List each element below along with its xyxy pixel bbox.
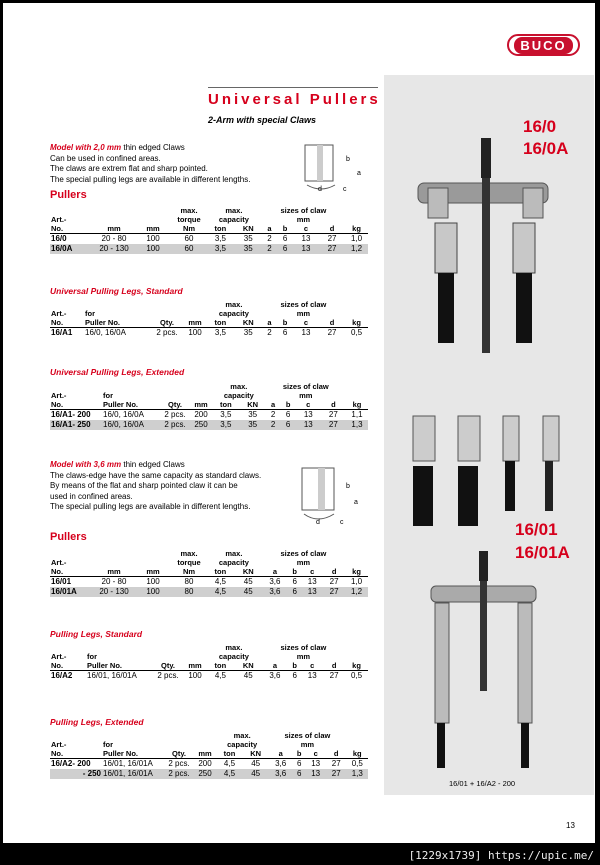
dim-d: d xyxy=(318,186,322,193)
svg-text:d: d xyxy=(316,519,320,526)
page-number: 13 xyxy=(566,821,575,830)
dim-a: a xyxy=(357,170,361,177)
product-code: 16/01A xyxy=(515,543,570,562)
table-row: 16/A1- 200 16/0, 16/0A 2 pcs. 200 3,5 35 2 6 13 27 1,1 xyxy=(50,410,368,421)
legs-extended-table-1: max. sizes of claw Art.- for capacity mm No. Puller No. Qty. mm ton KN a b c d kg 16/A1- 200 16/0, 16/0A 2 pcs. 200 3,5 35 2 6 13 27 1,1 16/A1- 250 16/0, 16/0A 2 pcs. 250 3,5 35 2 6 13 27 1,3 xyxy=(50,382,368,430)
table-row: 16/A2- 200 16/01, 16/01A 2 pcs. 200 4,5 45 3,6 6 13 27 0,5 xyxy=(50,759,368,770)
puller-photo-16-0 xyxy=(398,133,568,363)
product-code: 16/01 xyxy=(515,520,558,539)
svg-text:b: b xyxy=(346,483,350,490)
table-row: 16/A2 16/01, 16/01A 2 pcs. 100 4,5 45 3,6 6 13 27 0,5 xyxy=(50,671,368,682)
intro-text-1: Model with 2,0 mm thin edged Claws Can be used in confined areas. The claws are extrem flat and sharp pointed. The special pulling legs are available in different lengths. xyxy=(50,143,251,184)
legs-extended-table-2: max. sizes of claw Art.- for capacity mm No. Puller No. Qty. mm ton KN a b c d kg 16/A2- 200 16/01, 16/01A 2 pcs. 200 4,5 45 3,6 6 13 27 0,5 - 250 16/01, 16/01A 2 pcs. 250 4,5 45 3,6 6 13 27 1,3 xyxy=(50,731,368,779)
svg-text:c: c xyxy=(340,519,344,526)
product-code: 16/0A xyxy=(523,139,569,158)
section-pullers-1: Pullers xyxy=(50,189,87,201)
pullers-table-2: max. max. sizes of claw Art.- torque capacity mm No. mm mm Nm ton KN a b c d kg 16/01 20 - 80 100 80 4,5 45 3,6 6 13 27 1,0 16/01A 20 - 130 100 80 4,5 45 3,6 6 13 27 1,2 xyxy=(50,549,368,597)
section-pullers-2: Pullers xyxy=(50,531,87,543)
svg-text:a: a xyxy=(354,499,358,506)
table-row: 16/0A 20 - 130 100 60 3,5 35 2 6 13 27 1,2 xyxy=(50,244,368,254)
image-host-footer: [1229x1739] https://upic.me/ xyxy=(0,846,600,865)
legs-standard-table-1: max. sizes of claw Art.- for capacity mm No. Puller No. Qty. mm ton KN a b c d kg 16/A1 16/0, 16/0A 2 pcs. 100 3,5 35 2 6 13 27 0,5 xyxy=(50,300,368,338)
legs-standard-table-2: max. sizes of claw Art.- for capacity mm No. Puller No. Qty. mm ton KN a b c d kg 16/A2 16/01, 16/01A 2 pcs. 100 4,5 45 3,6 6 13 27 0,5 xyxy=(50,643,368,681)
section-legs-extended-2: Pulling Legs, Extended xyxy=(50,717,144,727)
table-row: 16/01 20 - 80 100 80 4,5 45 3,6 6 13 27 1,0 xyxy=(50,577,368,588)
buco-logo: BUCO xyxy=(507,34,580,56)
section-legs-extended-1: Universal Pulling Legs, Extended xyxy=(50,367,185,377)
section-legs-standard-2: Pulling Legs, Standard xyxy=(50,629,143,639)
dim-b: b xyxy=(346,156,350,163)
intro-text-2: Model with 3,6 mm thin edged Claws The claws-edge have the same capacity as standard claws. By means of the flat and sharp pointed claw it can be used in confined areas. The special pulling legs are available in different lengths. xyxy=(50,460,262,511)
table-row: 16/0 20 - 80 100 60 3,5 35 2 6 13 27 1,0 xyxy=(50,234,368,245)
claws-photo xyxy=(403,411,573,531)
dim-c: c xyxy=(343,186,347,193)
section-legs-standard-1: Universal Pulling Legs, Standard xyxy=(50,286,183,296)
page-subtitle: 2-Arm with special Claws xyxy=(208,115,317,125)
table-row: - 250 16/01, 16/01A 2 pcs. 250 4,5 45 3,6 6 13 27 1,3 xyxy=(50,769,368,779)
page-title: Universal Pullers xyxy=(208,91,381,108)
product-code: 16/0 xyxy=(523,117,557,136)
claw-dimension-diagram xyxy=(303,143,363,195)
puller-photo-16-01 xyxy=(423,551,543,776)
table-row: 16/A1- 250 16/0, 16/0A 2 pcs. 250 3,5 35 2 6 13 27 1,3 xyxy=(50,420,368,430)
claw-dimension-diagram xyxy=(300,466,360,528)
title-rule xyxy=(208,87,378,88)
photo-caption: 16/01 + 16/A2 - 200 xyxy=(449,779,516,788)
table-row: 16/A1 16/0, 16/0A 2 pcs. 100 3,5 35 2 6 13 27 0,5 xyxy=(50,328,368,339)
table-row: 16/01A 20 - 130 100 80 4,5 45 3,6 6 13 27 1,2 xyxy=(50,587,368,597)
catalog-page xyxy=(3,3,595,843)
pullers-table-1: max. max. sizes of claw Art.- torque capacity mm No. mm mm Nm ton KN a b c d kg 16/0 20 - 80 100 60 3,5 35 2 6 13 27 1,0 16/0A 20 - 130 100 60 3,5 35 2 6 13 27 1,2 xyxy=(50,206,368,254)
